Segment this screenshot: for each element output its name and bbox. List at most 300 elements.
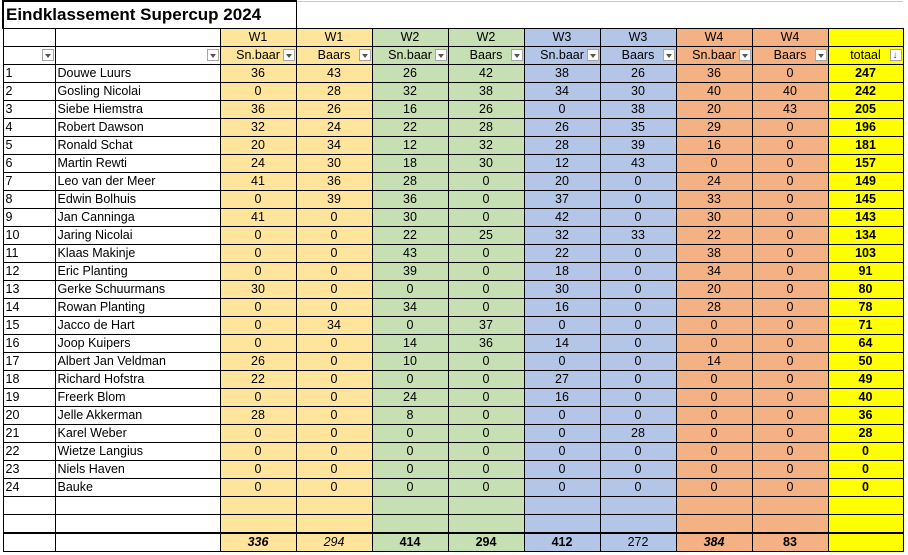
- score-cell: 0: [448, 245, 524, 263]
- filter-dropdown-icon[interactable]: [511, 49, 523, 61]
- filter-dropdown-icon[interactable]: [663, 49, 675, 61]
- score-cell: 26: [524, 119, 600, 137]
- score-cell: 30: [448, 155, 524, 173]
- column-sums-row: [3, 533, 903, 552]
- score-cell: 28: [220, 407, 296, 425]
- column-sum-cell: 294: [448, 533, 524, 552]
- score-cell: 0: [220, 227, 296, 245]
- table-row: [3, 173, 903, 191]
- rank-cell: 5: [3, 137, 55, 155]
- filter-dropdown-icon[interactable]: [42, 49, 54, 61]
- total-cell: 71: [828, 317, 903, 335]
- table-row: [3, 101, 903, 119]
- angler-name-cell: Martin Rewti: [55, 155, 220, 173]
- empty-cell: [828, 497, 903, 515]
- angler-name-cell: Ronald Schat: [55, 137, 220, 155]
- score-cell: 0: [752, 335, 828, 353]
- score-cell: 0: [676, 425, 752, 443]
- empty-cell: [55, 497, 220, 515]
- score-cell: 36: [372, 191, 448, 209]
- score-cell: 0: [220, 443, 296, 461]
- empty-cell: [676, 515, 752, 534]
- empty-cell: [828, 29, 903, 47]
- angler-name-cell: Jacco de Hart: [55, 317, 220, 335]
- empty-cell: [220, 497, 296, 515]
- rank-cell: 4: [3, 119, 55, 137]
- score-cell: 24: [220, 155, 296, 173]
- score-cell: 26: [448, 101, 524, 119]
- empty-cell: [3, 515, 55, 534]
- score-cell: 26: [220, 353, 296, 371]
- score-cell: 28: [448, 119, 524, 137]
- score-cell: 0: [676, 335, 752, 353]
- score-cell: 0: [600, 407, 676, 425]
- table-row: [3, 119, 903, 137]
- score-cell: 43: [296, 65, 372, 83]
- fish-filter-header[interactable]: Baars: [296, 47, 372, 65]
- score-cell: 0: [524, 317, 600, 335]
- score-cell: 36: [296, 173, 372, 191]
- score-cell: 39: [372, 263, 448, 281]
- score-cell: 16: [524, 299, 600, 317]
- score-cell: 0: [220, 263, 296, 281]
- empty-cell: [296, 515, 372, 534]
- total-cell: 0: [828, 461, 903, 479]
- column-sum-cell: 294: [296, 533, 372, 552]
- score-cell: 0: [752, 443, 828, 461]
- empty-cell: [372, 497, 448, 515]
- week-header: W1: [296, 29, 372, 47]
- score-cell: 35: [600, 119, 676, 137]
- fish-filter-header[interactable]: Baars: [752, 47, 828, 65]
- score-cell: 32: [524, 227, 600, 245]
- empty-cell: [752, 497, 828, 515]
- score-cell: 0: [752, 353, 828, 371]
- table-row: [3, 155, 903, 173]
- rank-cell: 24: [3, 479, 55, 497]
- score-cell: 30: [372, 209, 448, 227]
- empty-row: [3, 515, 903, 534]
- score-cell: 0: [752, 65, 828, 83]
- score-cell: 0: [676, 461, 752, 479]
- table-row: [3, 425, 903, 443]
- score-cell: 34: [524, 83, 600, 101]
- score-cell: 0: [600, 281, 676, 299]
- score-cell: 0: [600, 209, 676, 227]
- score-cell: 0: [372, 425, 448, 443]
- score-cell: 0: [524, 407, 600, 425]
- fish-filter-header[interactable]: Baars: [600, 47, 676, 65]
- score-cell: 0: [220, 299, 296, 317]
- table-row: [3, 443, 903, 461]
- score-cell: 29: [676, 119, 752, 137]
- week-header: W4: [752, 29, 828, 47]
- score-cell: 0: [752, 137, 828, 155]
- week-header: W3: [524, 29, 600, 47]
- total-cell: 0: [828, 443, 903, 461]
- angler-name-cell: Karel Weber: [55, 425, 220, 443]
- sort-filter-dropdown-icon[interactable]: [890, 49, 902, 61]
- angler-name-cell: Leo van der Meer: [55, 173, 220, 191]
- score-cell: 0: [752, 209, 828, 227]
- score-cell: 43: [600, 155, 676, 173]
- rank-cell: 20: [3, 407, 55, 425]
- score-cell: 41: [220, 173, 296, 191]
- rank-cell: 19: [3, 389, 55, 407]
- total-cell: 91: [828, 263, 903, 281]
- total-cell: 78: [828, 299, 903, 317]
- score-cell: 0: [752, 461, 828, 479]
- score-cell: 20: [676, 101, 752, 119]
- column-sum-cell: 414: [372, 533, 448, 552]
- score-cell: 0: [448, 191, 524, 209]
- empty-cell: [55, 515, 220, 534]
- empty-cell: [676, 497, 752, 515]
- column-sum-cell: 336: [220, 533, 296, 552]
- score-cell: 0: [448, 173, 524, 191]
- score-cell: 0: [296, 299, 372, 317]
- rank-cell: 16: [3, 335, 55, 353]
- empty-cell: [3, 533, 55, 552]
- rank-cell: 18: [3, 371, 55, 389]
- name-filter-header[interactable]: [55, 47, 220, 65]
- total-cell: 242: [828, 83, 903, 101]
- score-cell: 0: [372, 461, 448, 479]
- score-cell: 33: [600, 227, 676, 245]
- score-cell: 0: [600, 263, 676, 281]
- empty-cell: [600, 497, 676, 515]
- total-cell: 143: [828, 209, 903, 227]
- score-cell: 0: [372, 317, 448, 335]
- score-cell: 22: [524, 245, 600, 263]
- score-cell: 0: [752, 173, 828, 191]
- rank-cell: 13: [3, 281, 55, 299]
- empty-cell: [220, 515, 296, 534]
- total-cell: 157: [828, 155, 903, 173]
- score-cell: 0: [296, 353, 372, 371]
- empty-cell: [448, 497, 524, 515]
- score-cell: 0: [448, 443, 524, 461]
- table-row: [3, 83, 903, 101]
- total-cell: 103: [828, 245, 903, 263]
- filter-dropdown-icon[interactable]: [435, 49, 447, 61]
- score-cell: 0: [448, 353, 524, 371]
- angler-name-cell: Niels Haven: [55, 461, 220, 479]
- empty-cell: [524, 515, 600, 534]
- score-cell: 39: [296, 191, 372, 209]
- rank-cell: 9: [3, 209, 55, 227]
- empty-cell: [752, 515, 828, 534]
- rank-cell: 15: [3, 317, 55, 335]
- score-cell: 0: [296, 479, 372, 497]
- empty-cell: [296, 497, 372, 515]
- week-header-row: [3, 29, 903, 47]
- angler-name-cell: Joop Kuipers: [55, 335, 220, 353]
- filter-dropdown-icon[interactable]: [587, 49, 599, 61]
- score-cell: 12: [524, 155, 600, 173]
- score-cell: 0: [676, 317, 752, 335]
- angler-name-cell: Klaas Makinje: [55, 245, 220, 263]
- score-cell: 0: [448, 389, 524, 407]
- total-cell: 36: [828, 407, 903, 425]
- table-row: [3, 461, 903, 479]
- score-cell: 0: [220, 317, 296, 335]
- score-cell: 39: [600, 137, 676, 155]
- filter-dropdown-icon[interactable]: [739, 49, 751, 61]
- empty-cell: [828, 533, 903, 552]
- score-cell: 0: [524, 479, 600, 497]
- score-cell: 0: [448, 371, 524, 389]
- score-cell: 28: [296, 83, 372, 101]
- table-row: [3, 263, 903, 281]
- score-cell: 0: [296, 209, 372, 227]
- angler-name-cell: Wietze Langius: [55, 443, 220, 461]
- score-cell: 30: [220, 281, 296, 299]
- score-cell: 32: [448, 137, 524, 155]
- score-cell: 0: [220, 335, 296, 353]
- score-cell: 38: [676, 245, 752, 263]
- rank-cell: 3: [3, 101, 55, 119]
- angler-name-cell: Gerke Schuurmans: [55, 281, 220, 299]
- score-cell: 18: [524, 263, 600, 281]
- score-cell: 14: [676, 353, 752, 371]
- score-cell: 0: [372, 479, 448, 497]
- score-cell: 0: [296, 461, 372, 479]
- score-cell: 0: [524, 425, 600, 443]
- angler-name-cell: Freerk Blom: [55, 389, 220, 407]
- score-cell: 27: [524, 371, 600, 389]
- score-cell: 0: [752, 281, 828, 299]
- total-cell: 49: [828, 371, 903, 389]
- score-cell: 0: [524, 353, 600, 371]
- angler-name-cell: Rowan Planting: [55, 299, 220, 317]
- score-cell: 0: [296, 335, 372, 353]
- score-cell: 22: [372, 119, 448, 137]
- score-cell: 0: [752, 119, 828, 137]
- score-cell: 38: [448, 83, 524, 101]
- score-cell: 20: [676, 281, 752, 299]
- empty-cell: [296, 1, 903, 29]
- score-cell: 43: [372, 245, 448, 263]
- score-cell: 0: [752, 389, 828, 407]
- total-cell: 0: [828, 479, 903, 497]
- empty-cell: [600, 515, 676, 534]
- score-cell: 28: [600, 425, 676, 443]
- score-cell: 0: [448, 263, 524, 281]
- angler-name-cell: Bauke: [55, 479, 220, 497]
- filter-dropdown-icon[interactable]: [815, 49, 827, 61]
- score-cell: 0: [752, 371, 828, 389]
- fish-filter-header[interactable]: Baars: [448, 47, 524, 65]
- fish-filter-header[interactable]: Sn.baar: [220, 47, 296, 65]
- total-cell: 205: [828, 101, 903, 119]
- score-cell: 34: [296, 137, 372, 155]
- week-header: W4: [676, 29, 752, 47]
- score-cell: 0: [220, 245, 296, 263]
- score-cell: 0: [752, 155, 828, 173]
- column-sum-cell: 384: [676, 533, 752, 552]
- rank-cell: 21: [3, 425, 55, 443]
- table-row: [3, 317, 903, 335]
- table-row: [3, 353, 903, 371]
- total-cell: 181: [828, 137, 903, 155]
- score-cell: 0: [220, 479, 296, 497]
- rank-cell: 7: [3, 173, 55, 191]
- week-header: W3: [600, 29, 676, 47]
- table-row: [3, 479, 903, 497]
- empty-row: [3, 497, 903, 515]
- total-cell: 134: [828, 227, 903, 245]
- score-cell: 0: [448, 209, 524, 227]
- score-cell: 24: [296, 119, 372, 137]
- empty-cell: [55, 29, 220, 47]
- angler-name-cell: Jelle Akkerman: [55, 407, 220, 425]
- score-cell: 0: [448, 479, 524, 497]
- score-cell: 0: [220, 83, 296, 101]
- score-cell: 0: [372, 371, 448, 389]
- table-row: [3, 245, 903, 263]
- filter-dropdown-icon[interactable]: [207, 49, 219, 61]
- angler-name-cell: Jan Canninga: [55, 209, 220, 227]
- week-header: W1: [220, 29, 296, 47]
- score-cell: 0: [752, 299, 828, 317]
- score-cell: 8: [372, 407, 448, 425]
- score-cell: 14: [372, 335, 448, 353]
- score-cell: 0: [600, 479, 676, 497]
- fish-filter-header[interactable]: Sn.baar: [524, 47, 600, 65]
- score-cell: 20: [524, 173, 600, 191]
- total-cell: 28: [828, 425, 903, 443]
- table-row: [3, 371, 903, 389]
- rank-cell: 8: [3, 191, 55, 209]
- score-cell: 0: [296, 281, 372, 299]
- score-cell: 0: [752, 407, 828, 425]
- score-cell: 40: [676, 83, 752, 101]
- score-cell: 20: [220, 137, 296, 155]
- rank-cell: 12: [3, 263, 55, 281]
- score-cell: 0: [676, 407, 752, 425]
- filter-dropdown-icon[interactable]: [283, 49, 295, 61]
- score-cell: 0: [676, 371, 752, 389]
- score-cell: 43: [752, 101, 828, 119]
- filter-dropdown-icon[interactable]: [359, 49, 371, 61]
- score-cell: 14: [524, 335, 600, 353]
- score-cell: 0: [448, 281, 524, 299]
- table-row: [3, 335, 903, 353]
- score-cell: 0: [296, 371, 372, 389]
- score-cell: 24: [676, 173, 752, 191]
- table-row: [3, 407, 903, 425]
- score-cell: 0: [676, 155, 752, 173]
- fish-filter-header[interactable]: Sn.baar: [372, 47, 448, 65]
- score-cell: 0: [448, 425, 524, 443]
- week-header: W2: [372, 29, 448, 47]
- score-cell: 40: [752, 83, 828, 101]
- score-cell: 0: [752, 317, 828, 335]
- score-cell: 37: [448, 317, 524, 335]
- empty-cell: [448, 515, 524, 534]
- score-cell: 0: [296, 227, 372, 245]
- rank-cell: 23: [3, 461, 55, 479]
- score-cell: 0: [752, 263, 828, 281]
- total-cell: 50: [828, 353, 903, 371]
- rank-cell: 2: [3, 83, 55, 101]
- score-cell: 34: [296, 317, 372, 335]
- score-cell: 0: [296, 443, 372, 461]
- score-cell: 33: [676, 191, 752, 209]
- score-cell: 36: [220, 65, 296, 83]
- score-cell: 26: [296, 101, 372, 119]
- score-cell: 42: [448, 65, 524, 83]
- score-cell: 36: [448, 335, 524, 353]
- score-cell: 16: [372, 101, 448, 119]
- fish-filter-header[interactable]: Sn.baar: [676, 47, 752, 65]
- score-cell: 0: [600, 191, 676, 209]
- score-cell: 0: [600, 389, 676, 407]
- rank-cell: 14: [3, 299, 55, 317]
- score-cell: 10: [372, 353, 448, 371]
- score-cell: 38: [600, 101, 676, 119]
- score-cell: 26: [600, 65, 676, 83]
- total-cell: 40: [828, 389, 903, 407]
- score-cell: 42: [524, 209, 600, 227]
- score-cell: 0: [676, 389, 752, 407]
- angler-name-cell: Douwe Luurs: [55, 65, 220, 83]
- total-cell: 196: [828, 119, 903, 137]
- score-cell: 38: [524, 65, 600, 83]
- total-cell: 64: [828, 335, 903, 353]
- score-cell: 0: [220, 389, 296, 407]
- score-cell: 0: [524, 461, 600, 479]
- rank-cell: 1: [3, 65, 55, 83]
- score-cell: 0: [220, 191, 296, 209]
- rank-cell: 10: [3, 227, 55, 245]
- score-cell: 34: [372, 299, 448, 317]
- angler-name-cell: Albert Jan Veldman: [55, 353, 220, 371]
- filter-header-row: [3, 47, 903, 65]
- total-cell: 80: [828, 281, 903, 299]
- score-cell: 0: [600, 443, 676, 461]
- score-cell: 32: [220, 119, 296, 137]
- score-cell: 28: [676, 299, 752, 317]
- score-cell: 0: [752, 191, 828, 209]
- table-row: [3, 227, 903, 245]
- score-cell: 36: [220, 101, 296, 119]
- score-cell: 0: [600, 353, 676, 371]
- empty-cell: [828, 515, 903, 534]
- rank-filter-header[interactable]: [3, 47, 55, 65]
- table-row: [3, 137, 903, 155]
- rank-cell: 22: [3, 443, 55, 461]
- score-cell: 0: [600, 461, 676, 479]
- score-cell: 0: [752, 227, 828, 245]
- empty-cell: [55, 533, 220, 552]
- sheet-title: Eindklassement Supercup 2024: [3, 1, 296, 29]
- total-filter-header[interactable]: totaal ↓: [828, 47, 903, 65]
- score-cell: 0: [752, 425, 828, 443]
- angler-name-cell: Gosling Nicolai: [55, 83, 220, 101]
- score-cell: 0: [600, 299, 676, 317]
- column-sum-cell: 83: [752, 533, 828, 552]
- rank-cell: 6: [3, 155, 55, 173]
- score-cell: 0: [752, 245, 828, 263]
- empty-cell: [524, 497, 600, 515]
- score-cell: 30: [524, 281, 600, 299]
- column-sum-cell: 272: [600, 533, 676, 552]
- rank-cell: 11: [3, 245, 55, 263]
- score-cell: 0: [676, 479, 752, 497]
- results-table: [2, 0, 904, 552]
